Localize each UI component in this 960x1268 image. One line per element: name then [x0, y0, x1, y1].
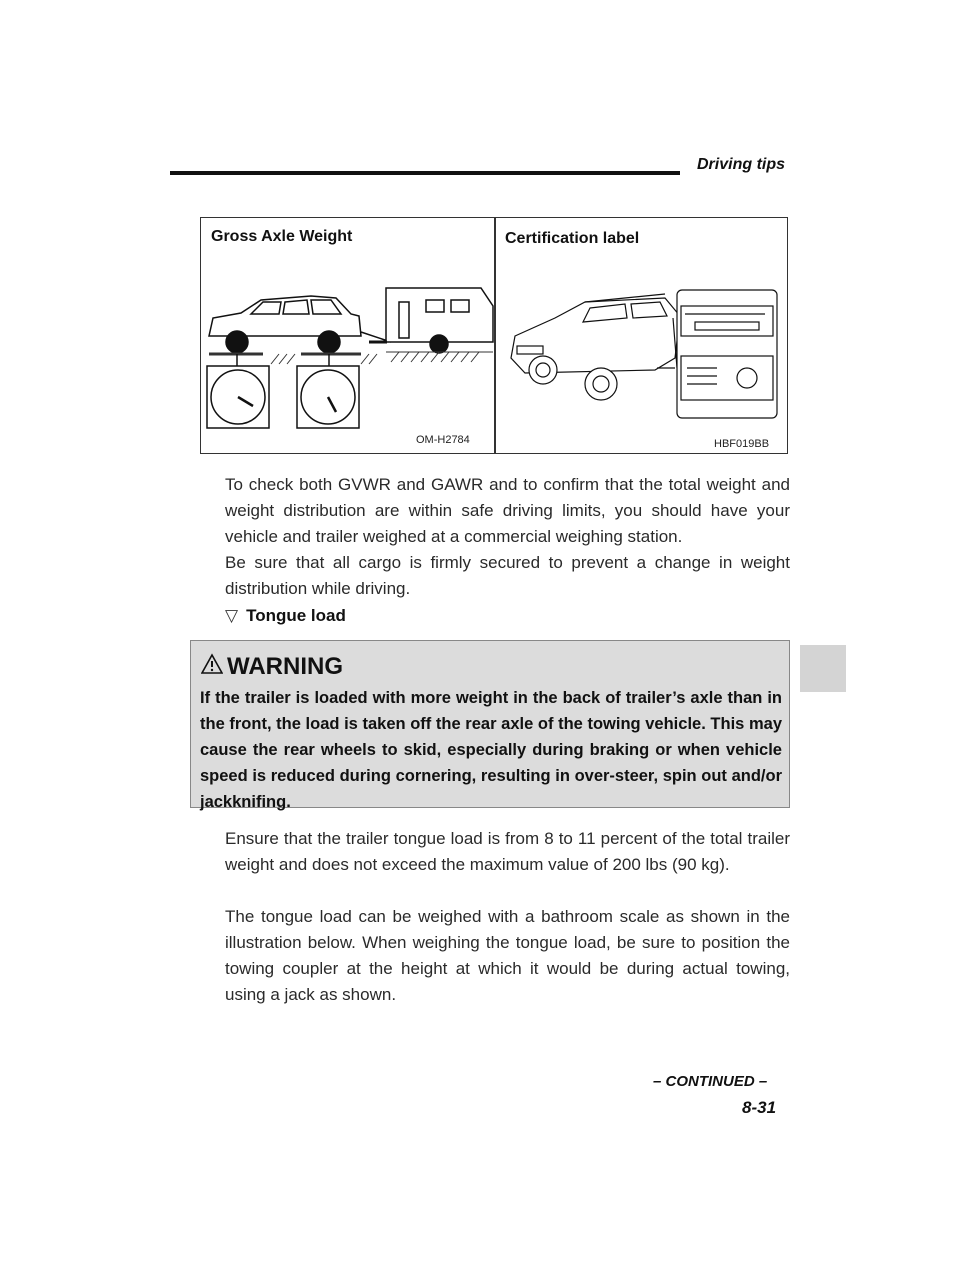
page-number: 8-31 — [742, 1098, 777, 1117]
tongue-load-heading — [225, 606, 346, 626]
warning-triangle-icon — [201, 653, 223, 675]
warning-text: If the trailer is loaded with more weight in the back of trailer’s axle than in the front, the load is taken off the rear axle of the towing vehicle. This may cause the rear wheels to skid, especially during braking or when vehicle speed is reduced during cornering, resulting in over-steer, spin out and/or jackknifing. — [200, 689, 782, 811]
continued-label: – CONTINUED – — [653, 1073, 768, 1090]
trailer — [369, 288, 493, 353]
paragraph-bathroom-scale: The tongue load can be weighed with a bathroom scale as shown in the illustration below. When weighing the tongue load, be sure to position the towing coupler at the height at which it would be during actual towing, using a jack as shown. — [225, 907, 790, 1004]
right-figure-code: HBF019BB — [714, 438, 770, 450]
paragraph-tongue-load-range: Ensure that the trailer tongue load is from 8 to 11 percent of the total trailer weight and does not exceed the maximum value of 200 lbs (90 kg). — [225, 829, 790, 874]
rear-scale-gauge — [297, 354, 359, 428]
gross-axle-weight-title: Gross Axle Weight — [211, 228, 353, 245]
suv-drawing — [511, 294, 680, 400]
subheading-marker: ▽ — [225, 606, 239, 625]
paragraph-secure-cargo: Be sure that all cargo is firmly secured to prevent a change in weight distribution while driving. — [225, 553, 790, 598]
gross-axle-weight-illustration — [201, 218, 494, 455]
header-rule — [170, 171, 680, 175]
chapter-tab — [800, 645, 846, 692]
subheading-text: Tongue load — [246, 606, 346, 625]
ground-hatching — [209, 352, 493, 364]
warning-box — [190, 640, 790, 811]
certification-label-title: Certification label — [505, 230, 640, 247]
paragraph-weighing-station: To check both GVWR and GAWR and to confirm that the total weight and weight distribution are within safe driving limits, you should have your vehicle and trailer weighed at a commercial weighing station. — [225, 475, 790, 546]
left-figure-code: OM-H2784 — [416, 434, 470, 446]
certification-label-illustration — [495, 218, 789, 455]
section-title: Driving tips — [697, 156, 786, 173]
front-scale-gauge — [207, 354, 269, 428]
warning-title: WARNING — [227, 653, 343, 680]
illustration-figure — [200, 217, 788, 454]
car-on-scale — [209, 296, 391, 353]
